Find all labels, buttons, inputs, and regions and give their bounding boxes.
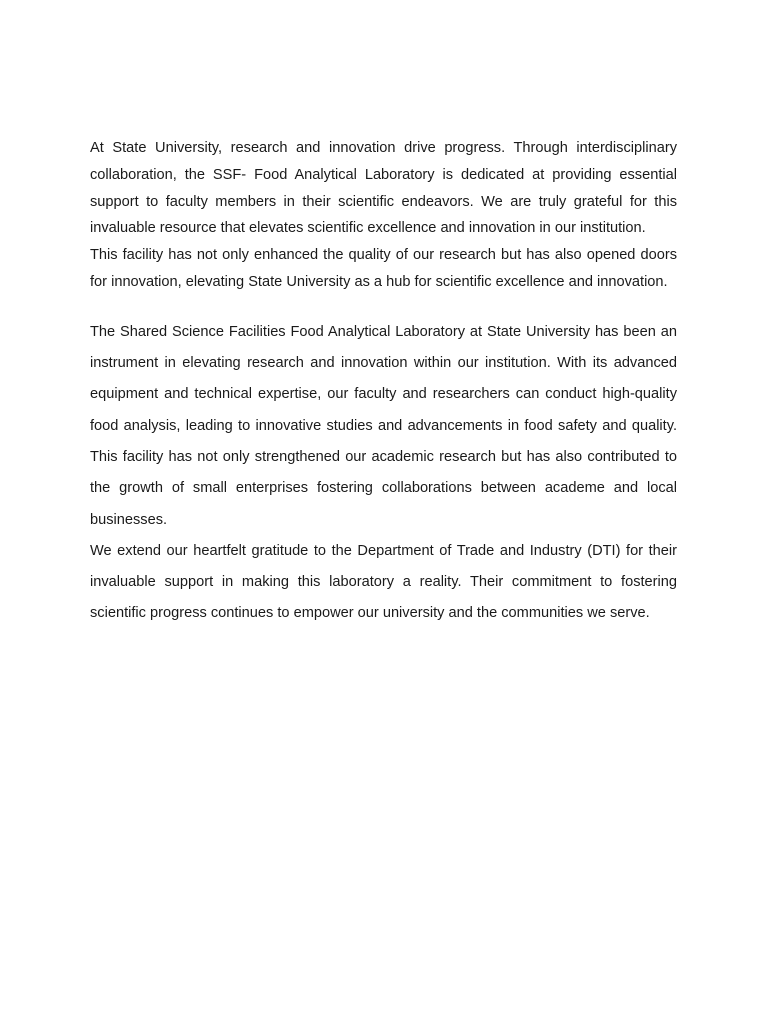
paragraph-facility-impact: This facility has not only enhanced the quality of our research but has also opened doors for innovation, elevating State University as a hub for scientific excellence and innovation. <box>90 247 677 290</box>
paragraph-intro: At State University, research and innovation drive progress. Through interdisciplinary collaboration, the SSF- Food Analytical Laboratory is dedicated at providing essential support to faculty members in their scientific endeavors. We are truly grateful for this invaluable resource that elevates scientific excellence and innovation in our institution. <box>90 140 677 237</box>
document-body <box>90 135 677 630</box>
paragraph-gratitude: We extend our heartfelt gratitude to the Department of Trade and Industry (DTI) for their invaluable support in making this laboratory a reality. Their commitment to fostering scientific progress continues to empower our university and the communities we serve. <box>90 542 677 622</box>
paragraph-laboratory-overview: The Shared Science Facilities Food Analytical Laboratory at State University has been an instrument in elevating research and innovation within our institution. With its advanced equipment and technical expertise, our faculty and researchers can conduct high-quality food analysis, leading to innovative studies and advancements in food safety and quality. This facility has not only strengthened our academic research but has also contributed to the growth of small enterprises fostering collaborations between academe and local businesses. <box>90 323 677 528</box>
